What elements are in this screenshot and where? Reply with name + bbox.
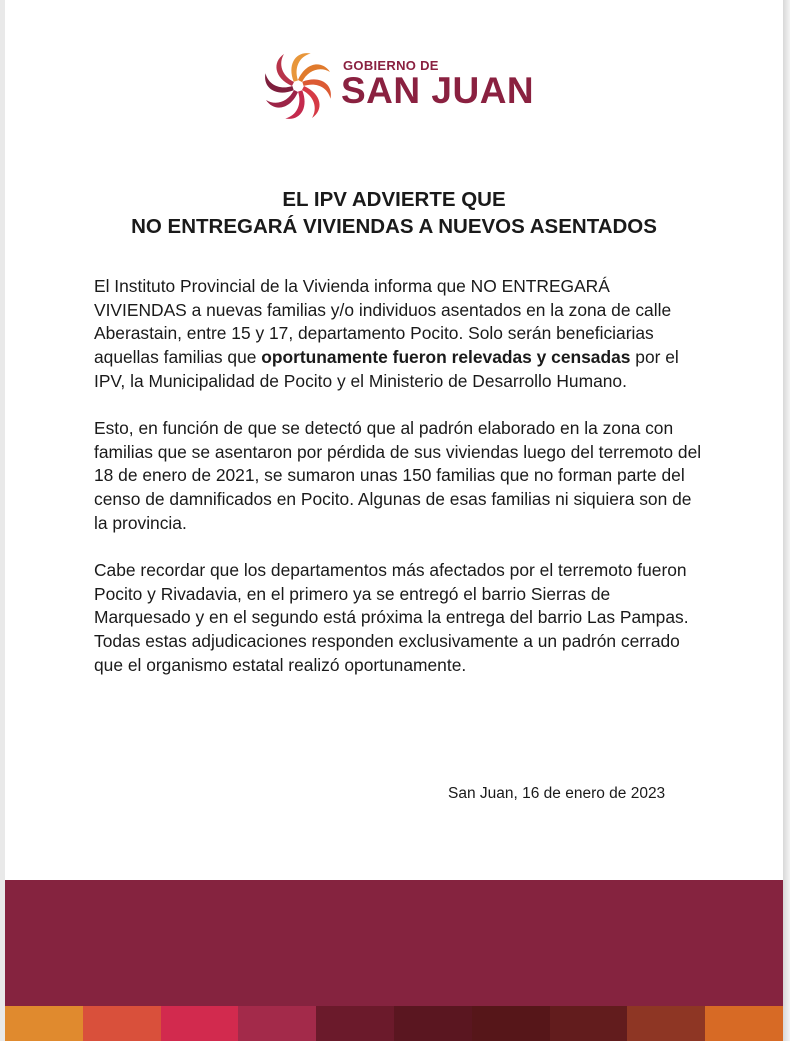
paragraph-1-bold: oportunamente fueron relevadas y censadas bbox=[261, 347, 631, 368]
color-stripe bbox=[316, 1006, 394, 1041]
color-stripe bbox=[627, 1006, 705, 1041]
color-stripe bbox=[238, 1006, 316, 1041]
paragraph-3: Cabe recordar que los departamentos más afectados por el terremoto fueron Pocito y Rivadavia, en el primero ya se entregó el barrio Sierras de Marquesado y en el segundo está próxima la entrega del barrio Las Pampas. Todas estas adjudicaciones responden exclusivamente a un padrón cerrado que el organismo estatal realizó oportunamente. bbox=[94, 560, 689, 675]
color-stripe bbox=[394, 1006, 472, 1041]
color-stripe bbox=[5, 1006, 83, 1041]
footer-color-stripes bbox=[5, 1006, 783, 1041]
gobierno-san-juan-logo bbox=[264, 50, 534, 122]
document-date: San Juan, 16 de enero de 2023 bbox=[448, 785, 666, 802]
page-edge-shadow bbox=[783, 0, 790, 1041]
color-stripe bbox=[705, 1006, 783, 1041]
sun-spiral-icon bbox=[264, 50, 336, 122]
page-title bbox=[5, 186, 783, 240]
color-stripe bbox=[550, 1006, 628, 1041]
color-stripe bbox=[472, 1006, 550, 1041]
paragraph-1 bbox=[94, 275, 704, 394]
footer-band bbox=[5, 880, 783, 1006]
paragraph-1-text-b: por el IPV, la Municipalidad de Pocito y el Ministerio de Desarrollo Humano. bbox=[94, 347, 679, 391]
logo-line-1: GOBIERNO DE bbox=[343, 58, 439, 73]
title-line-1: EL IPV ADVIERTE QUE bbox=[282, 188, 506, 211]
document-page bbox=[5, 0, 783, 1041]
title-line-2: NO ENTREGARÁ VIVIENDAS A NUEVOS ASENTADOS bbox=[131, 215, 657, 238]
color-stripe bbox=[83, 1006, 161, 1041]
paragraph-2: Esto, en función de que se detectó que al padrón elaborado en la zona con familias que se asentaron por pérdida de sus viviendas luego del terremoto del 18 de enero de 2021, se sumaron unas 150 familias que no forman parte del censo de damnificados en Pocito. Algunas de esas familias ni siquiera son de la provincia. bbox=[94, 418, 702, 533]
color-stripe bbox=[161, 1006, 239, 1041]
logo-line-2: SAN JUAN bbox=[341, 70, 535, 111]
paragraph-1-text-a: El Instituto Provincial de la Vivienda informa que NO ENTREGARÁ VIVIENDAS a nuevas familias y/o individuos asentados en la zona de calle Aberastain, entre 15 y 17, departamento Pocito. Solo serán beneficiarias aquellas familias que bbox=[94, 276, 672, 368]
body-text bbox=[94, 275, 704, 701]
